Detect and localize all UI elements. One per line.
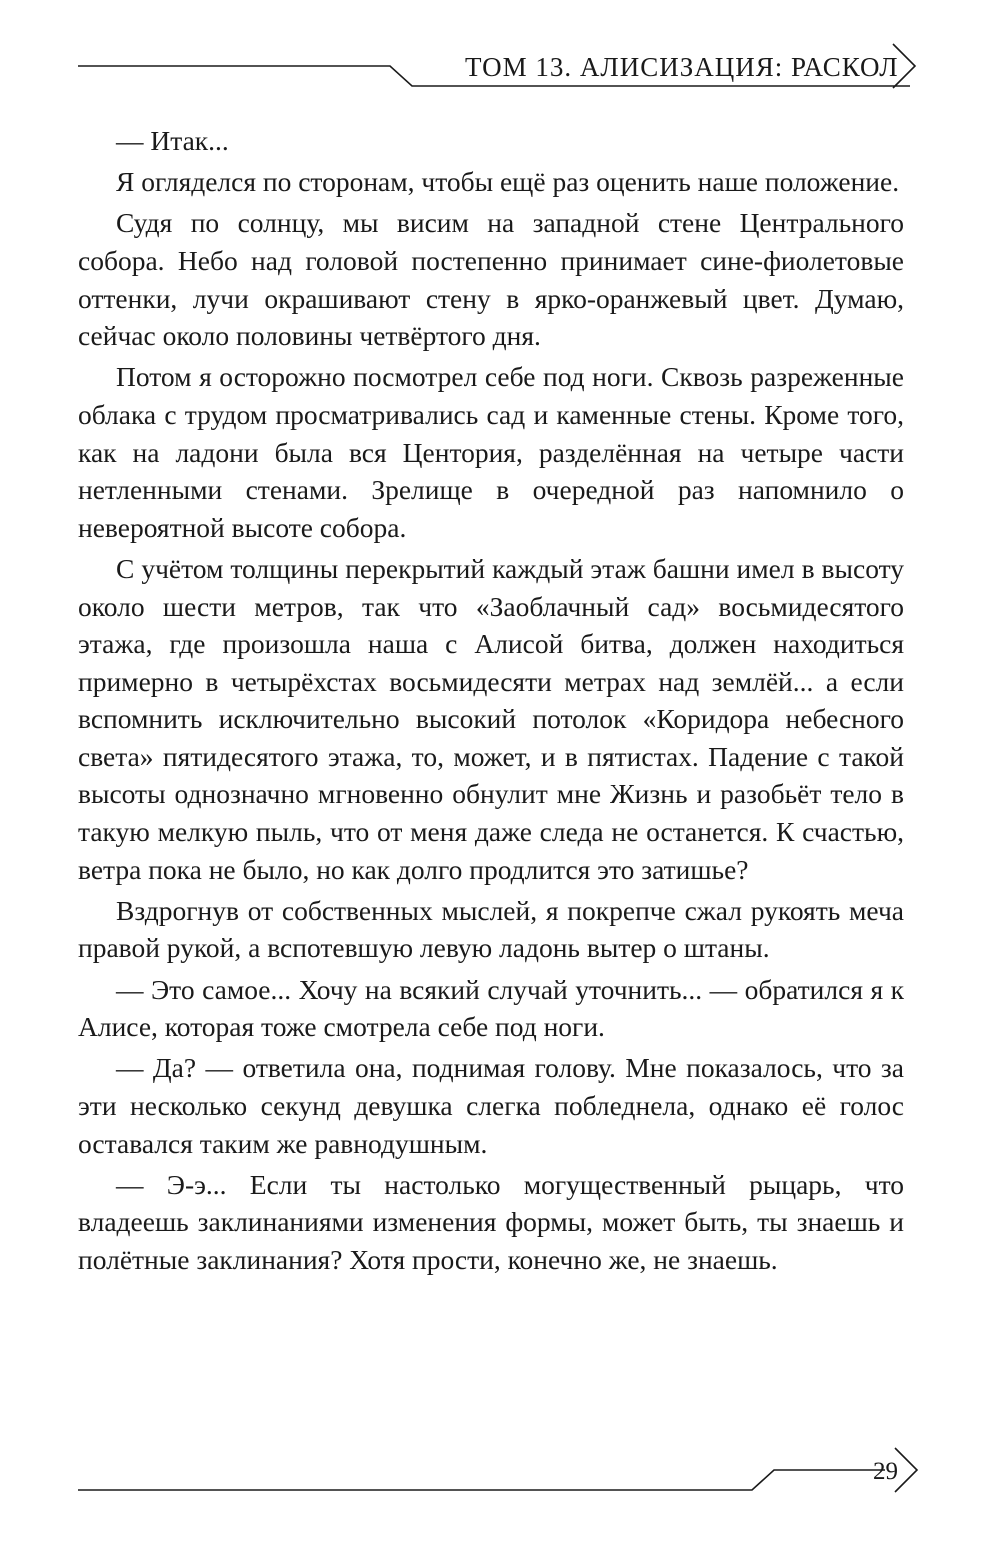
page-body	[78, 122, 904, 1282]
paragraph: Потом я осторожно посмотрел себе под ноги. Сквозь разреженные облака с трудом просматривались сад и каменные стены. Кроме того, как на ладони была вся Центория, разделённая на четыре части нетленными стенами. Зрелище в очередной раз напомнило о невероятной высоте собора.	[78, 361, 904, 543]
paragraph: — Да? — ответила она, поднимая голову. Мне показалось, что за эти несколько секунд девушка слегка побледнела, однако её голос оставался таким же равнодушным.	[78, 1052, 904, 1159]
paragraph: Вздрогнув от собственных мыслей, я покрепче сжал рукоять меча правой рукой, а вспотевшую левую ладонь вытер о штаны.	[78, 894, 904, 964]
paragraph: — Итак...	[116, 125, 229, 156]
page-number: 29	[873, 1458, 898, 1485]
running-header-title: ТОМ 13. АЛИСИЗАЦИЯ: РАСКОЛ	[465, 52, 899, 82]
paragraph: Судя по солнцу, мы висим на западной стене Центрального собора. Небо над головой постепенно принимает сине-фиолетовые оттенки, лучи окрашивают стену в ярко-оранжевый цвет. Думаю, сейчас около половины четвёртого дня.	[78, 207, 904, 352]
paragraph: — Э-э... Если ты настолько могущественный рыцарь, что владеешь заклинаниями изменения формы, может быть, ты знаешь и полётные заклинания? Хотя прости, конечно же, не знаешь.	[78, 1168, 904, 1275]
footer-ornament-line	[0, 1440, 1000, 1520]
paragraph: — Это самое... Хочу на всякий случай уточнить... — обратился я к Алисе, которая тоже смотрела себе под ноги.	[78, 973, 904, 1043]
paragraph: С учётом толщины перекрытий каждый этаж башни имел в высоту около шести метров, так что «Заоблачный сад» восьмидесятого этажа, где произошла наша с Алисой битва, должен находиться примерно в четырёхстах восьмидесяти метрах над землёй... а если вспомнить исключительно высокий потолок «Коридора небесного света» пятидесятого этажа, то, может, и в пятистах. Падение с такой высоты однозначно мгновенно обнулит мне Жизнь и разобьёт тело в такую мелкую пыль, что от меня даже следа не останется. К счастью, ветра пока не было, но как долго продлится это затишье?	[78, 552, 904, 885]
paragraph: Я огляделся по сторонам, чтобы ещё раз оценить наше положение.	[116, 166, 900, 198]
